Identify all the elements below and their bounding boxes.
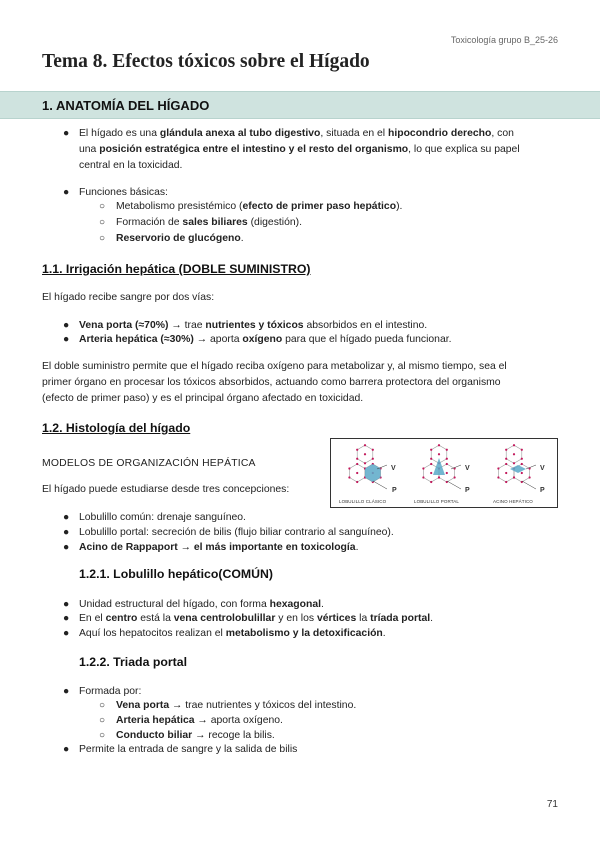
central-vein-node xyxy=(438,453,440,455)
circle-glyph: ○ xyxy=(99,201,106,212)
portal-node xyxy=(356,463,358,465)
circle-glyph: ○ xyxy=(99,233,106,244)
list-item: Permite la entrada de sangre y la salida de bilis xyxy=(79,744,298,755)
subsection-title-lobulillo: 1.2.1. Lobulillo hepático(COMÚN) xyxy=(79,567,274,581)
bullet-glyph: ● xyxy=(63,512,70,523)
label-v: V xyxy=(540,465,545,472)
portal-node xyxy=(521,449,523,451)
portal-node xyxy=(528,476,530,478)
portal-node xyxy=(430,458,432,460)
bullet-glyph: ● xyxy=(63,334,70,345)
page-number: 71 xyxy=(546,799,558,810)
portal-node xyxy=(513,444,515,446)
subsection-title-histologia: 1.2. Histología del hígado xyxy=(42,421,191,435)
central-vein-node xyxy=(513,453,515,455)
list-item: Vena porta (≈70%) → trae nutrientes y tóxicos absorbidos en el intestino. xyxy=(79,320,428,331)
label-lobulillo-clasico: LOBULILLO CLÁSICO xyxy=(339,499,387,504)
portal-node xyxy=(513,462,515,464)
portal-node xyxy=(505,463,507,465)
central-vein-node xyxy=(505,472,507,474)
sub-list-item: Reservorio de glucógeno. xyxy=(116,233,244,244)
section-banner xyxy=(0,91,600,119)
portal-node xyxy=(453,476,455,478)
central-vein-node xyxy=(446,472,448,474)
portal-node xyxy=(438,444,440,446)
portal-node xyxy=(521,458,523,460)
page-title: Tema 8. Efectos tóxicos sobre el Hígado xyxy=(42,51,370,72)
pointer-line-p xyxy=(522,481,536,489)
circle-glyph: ○ xyxy=(99,715,106,726)
portal-node xyxy=(348,476,350,478)
paragraph-line: primer órgano en procesar los tóxicos absorbidos, actuando como barrera protectora del organismo xyxy=(42,377,501,388)
portal-node xyxy=(505,458,507,460)
paragraph-line: central en la toxicidad. xyxy=(79,160,183,171)
central-vein-node xyxy=(364,453,366,455)
diagram-graphics xyxy=(348,444,536,489)
portal-node xyxy=(348,467,350,469)
portal-node xyxy=(521,463,523,465)
pointer-line-p xyxy=(373,481,387,489)
list-item: Aquí los hepatocitos realizan el metabolismo y la detoxificación. xyxy=(79,628,386,639)
subsection-title-triada: 1.2.2. Triada portal xyxy=(79,655,187,669)
pointer-line-p xyxy=(447,481,461,489)
portal-node xyxy=(356,481,358,483)
portal-node xyxy=(513,476,515,478)
label-p: P xyxy=(540,487,545,494)
portal-node xyxy=(446,458,448,460)
bullet-glyph: ● xyxy=(63,628,70,639)
paragraph-line: El hígado es una glándula anexa al tubo digestivo, situada en el hipocondrio derecho, con xyxy=(79,128,514,139)
paragraph-intro: El hígado recibe sangre por dos vías: xyxy=(42,292,215,303)
portal-node xyxy=(438,476,440,478)
list-item: Lobulillo común: drenaje sanguíneo. xyxy=(79,512,246,523)
list-item: En el centro está la vena centrolobulillar y en los vértices la tríada portal. xyxy=(79,613,434,624)
list-item: Arteria hepática (≈30%) → aporta oxígeno para que el hígado pueda funcionar. xyxy=(79,334,452,345)
bullet-glyph: ● xyxy=(63,744,70,755)
models-heading: MODELOS DE ORGANIZACIÓN HEPÁTICA xyxy=(42,458,256,469)
bullet-glyph: ● xyxy=(63,128,70,139)
bullet-glyph: ● xyxy=(63,187,70,198)
label-acino-hepatico: ACINO HEPÁTICO xyxy=(493,499,533,504)
bullet-glyph: ● xyxy=(63,613,70,624)
list-item: Acino de Rappaport → el más importante en toxicología. xyxy=(79,542,359,553)
circle-glyph: ○ xyxy=(99,730,106,741)
label-p: P xyxy=(465,487,470,494)
central-vein-node xyxy=(521,472,523,474)
portal-node xyxy=(364,462,366,464)
portal-node xyxy=(446,463,448,465)
portal-node xyxy=(497,467,499,469)
portal-node xyxy=(430,449,432,451)
portal-node xyxy=(372,449,374,451)
circle-glyph: ○ xyxy=(99,700,106,711)
bullet-glyph: ● xyxy=(63,599,70,610)
portal-node xyxy=(430,463,432,465)
sub-list-item: Metabolismo presistémico (efecto de primer paso hepático). xyxy=(116,201,403,212)
classic-lobule-fill xyxy=(365,464,381,482)
subsection-title-irrigacion: 1.1. Irrigación hepática (DOBLE SUMINISTRO) xyxy=(42,262,311,276)
bullet-glyph: ● xyxy=(63,320,70,331)
label-v: V xyxy=(391,465,396,472)
list-item: Formada por: xyxy=(79,686,142,697)
bullet-glyph: ● xyxy=(63,686,70,697)
label-v: V xyxy=(465,465,470,472)
section-title: 1. ANATOMÍA DEL HÍGADO xyxy=(42,98,210,113)
portal-node xyxy=(356,449,358,451)
portal-node xyxy=(422,476,424,478)
central-vein-node xyxy=(430,472,432,474)
list-item: Lobulillo portal: secreción de bilis (flujo biliar contrario al sanguíneo). xyxy=(79,527,394,538)
paragraph-line: una posición estratégica entre el intestino y el resto del organismo, lo que explica su papel xyxy=(79,144,520,155)
portal-node xyxy=(372,458,374,460)
portal-node xyxy=(430,481,432,483)
portal-node xyxy=(505,449,507,451)
sub-list-item: Conducto biliar → recoge la bilis. xyxy=(116,730,275,741)
portal-node xyxy=(422,467,424,469)
acinus-fill xyxy=(510,465,526,473)
sub-list-item: Formación de sales biliares (digestión). xyxy=(116,217,302,228)
label-lobulillo-portal: LOBULILLO PORTAL xyxy=(414,499,459,504)
portal-node xyxy=(356,458,358,460)
sub-list-item: Vena porta → trae nutrientes y tóxicos del intestino. xyxy=(116,700,357,711)
bullet-glyph: ● xyxy=(63,542,70,553)
portal-node xyxy=(505,481,507,483)
paragraph-line: El doble suministro permite que el hígado reciba oxígeno para metabolizar y, al mismo tiempo, sea el xyxy=(42,361,507,372)
central-vein-node xyxy=(356,472,358,474)
portal-node xyxy=(497,476,499,478)
list-item: Unidad estructural del hígado, con forma hexagonal. xyxy=(79,599,324,610)
liver-models-diagram xyxy=(330,438,558,508)
paragraph-intro: El hígado puede estudiarse desde tres concepciones: xyxy=(42,484,290,495)
portal-node xyxy=(446,449,448,451)
course-header: Toxicología grupo B_25-26 xyxy=(450,35,558,45)
sub-list-item: Arteria hepática → aporta oxígeno. xyxy=(116,715,283,726)
bullet-glyph: ● xyxy=(63,527,70,538)
paragraph-line: (efecto de primer paso) y es el principal órgano afectado en toxicidad. xyxy=(42,393,364,404)
label-p: P xyxy=(392,487,397,494)
circle-glyph: ○ xyxy=(99,217,106,228)
list-item: Funciones básicas: xyxy=(79,187,168,198)
portal-node xyxy=(364,444,366,446)
